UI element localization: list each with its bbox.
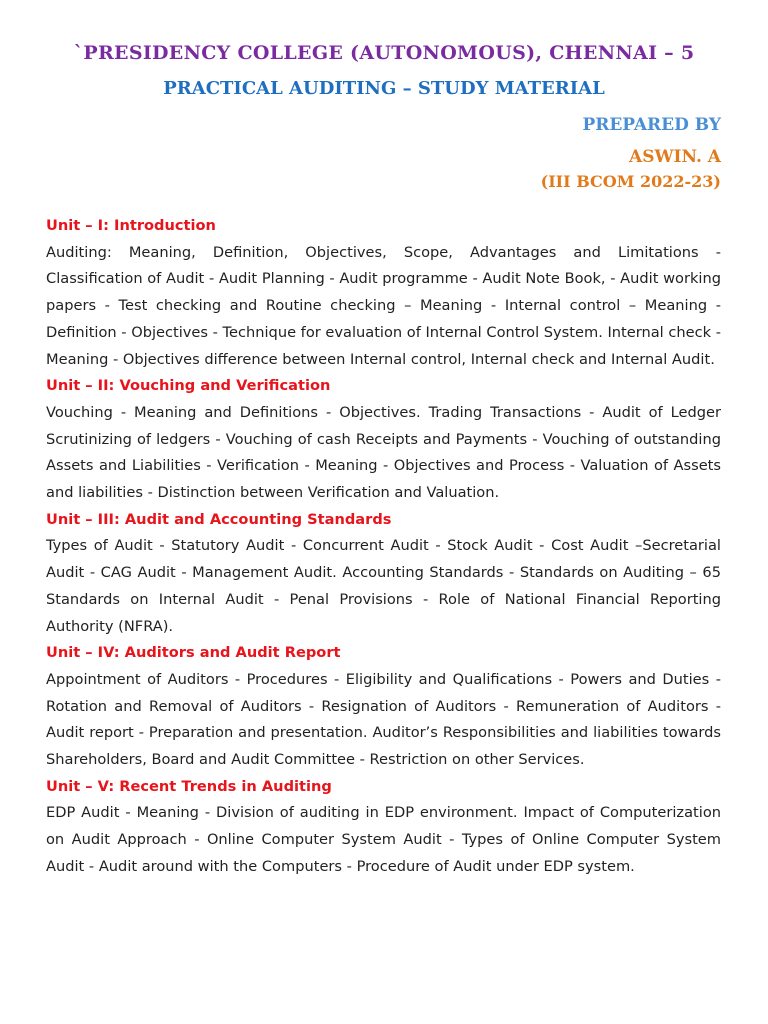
unit-body: Auditing: Meaning, Definition, Objectives, Scope, Advantages and Limitations - Classification of Audit - Audit Planning - Audit programme - Audit Note Book, - Audit working papers - Test checking and Routine checking – Meaning - Internal control – Meaning - Definition - Objectives - Technique for evaluation of Internal Control System. Internal check - Meaning - Objectives difference between Internal control, Internal check and Internal Audit. <box>46 243 721 368</box>
prepared-by-label: PREPARED BY <box>582 115 721 135</box>
syllabus-content <box>46 213 721 881</box>
unit-section <box>46 640 721 774</box>
unit-body: EDP Audit - Meaning - Division of auditing in EDP environment. Impact of Computerization on Audit Approach - Online Computer System Audit - Types of Online Computer System Audit - Audit around with the Computers - Procedure of Audit under EDP system. <box>46 804 721 875</box>
college-title: `PRESIDENCY COLLEGE (AUTONOMOUS), CHENNAI – 5 <box>73 42 695 64</box>
document-title: PRACTICAL AUDITING – STUDY MATERIAL <box>163 78 605 99</box>
unit-section <box>46 213 721 373</box>
unit-heading: Unit – I: Introduction <box>46 217 216 234</box>
unit-section <box>46 373 721 507</box>
unit-section <box>46 774 721 881</box>
unit-heading: Unit – II: Vouching and Verification <box>46 377 331 395</box>
unit-body: Vouching - Meaning and Definitions - Objectives. Trading Transactions - Audit of Ledger Scrutinizing of ledgers - Vouching of cash Receipts and Payments - Vouching of outstanding Assets and Liabilities - Verification - Meaning - Objectives and Process - Valuation of Assets and liabilities - Distinction between Verification and Valuation. <box>46 403 721 502</box>
unit-heading: Unit – IV: Auditors and Audit Report <box>46 644 341 662</box>
unit-heading: Unit – V: Recent Trends in Auditing <box>46 777 332 795</box>
unit-body: Appointment of Auditors - Procedures - Eligibility and Qualifications - Powers and Duties -Rotation and Removal of Auditors - Resignation of Auditors - Remuneration of Auditors - Audit report - Preparation and presentation. Auditor’s Responsibilities and liabilities towards Shareholders, Board and Audit Committee - Restriction on other Services. <box>46 670 721 769</box>
unit-section <box>46 507 721 641</box>
author-class: (III BCOM 2022-23) <box>540 172 721 191</box>
unit-body: Types of Audit - Statutory Audit - Concurrent Audit - Stock Audit - Cost Audit –Secretarial Audit - CAG Audit - Management Audit. Accounting Standards - Standards on Auditing – 65 Standards on Internal Audit - Penal Provisions - Role of National Financial Reporting Authority (NFRA). <box>46 537 721 635</box>
unit-heading: Unit – III: Audit and Accounting Standards <box>46 510 392 528</box>
author-name: ASWIN. A <box>629 147 721 167</box>
